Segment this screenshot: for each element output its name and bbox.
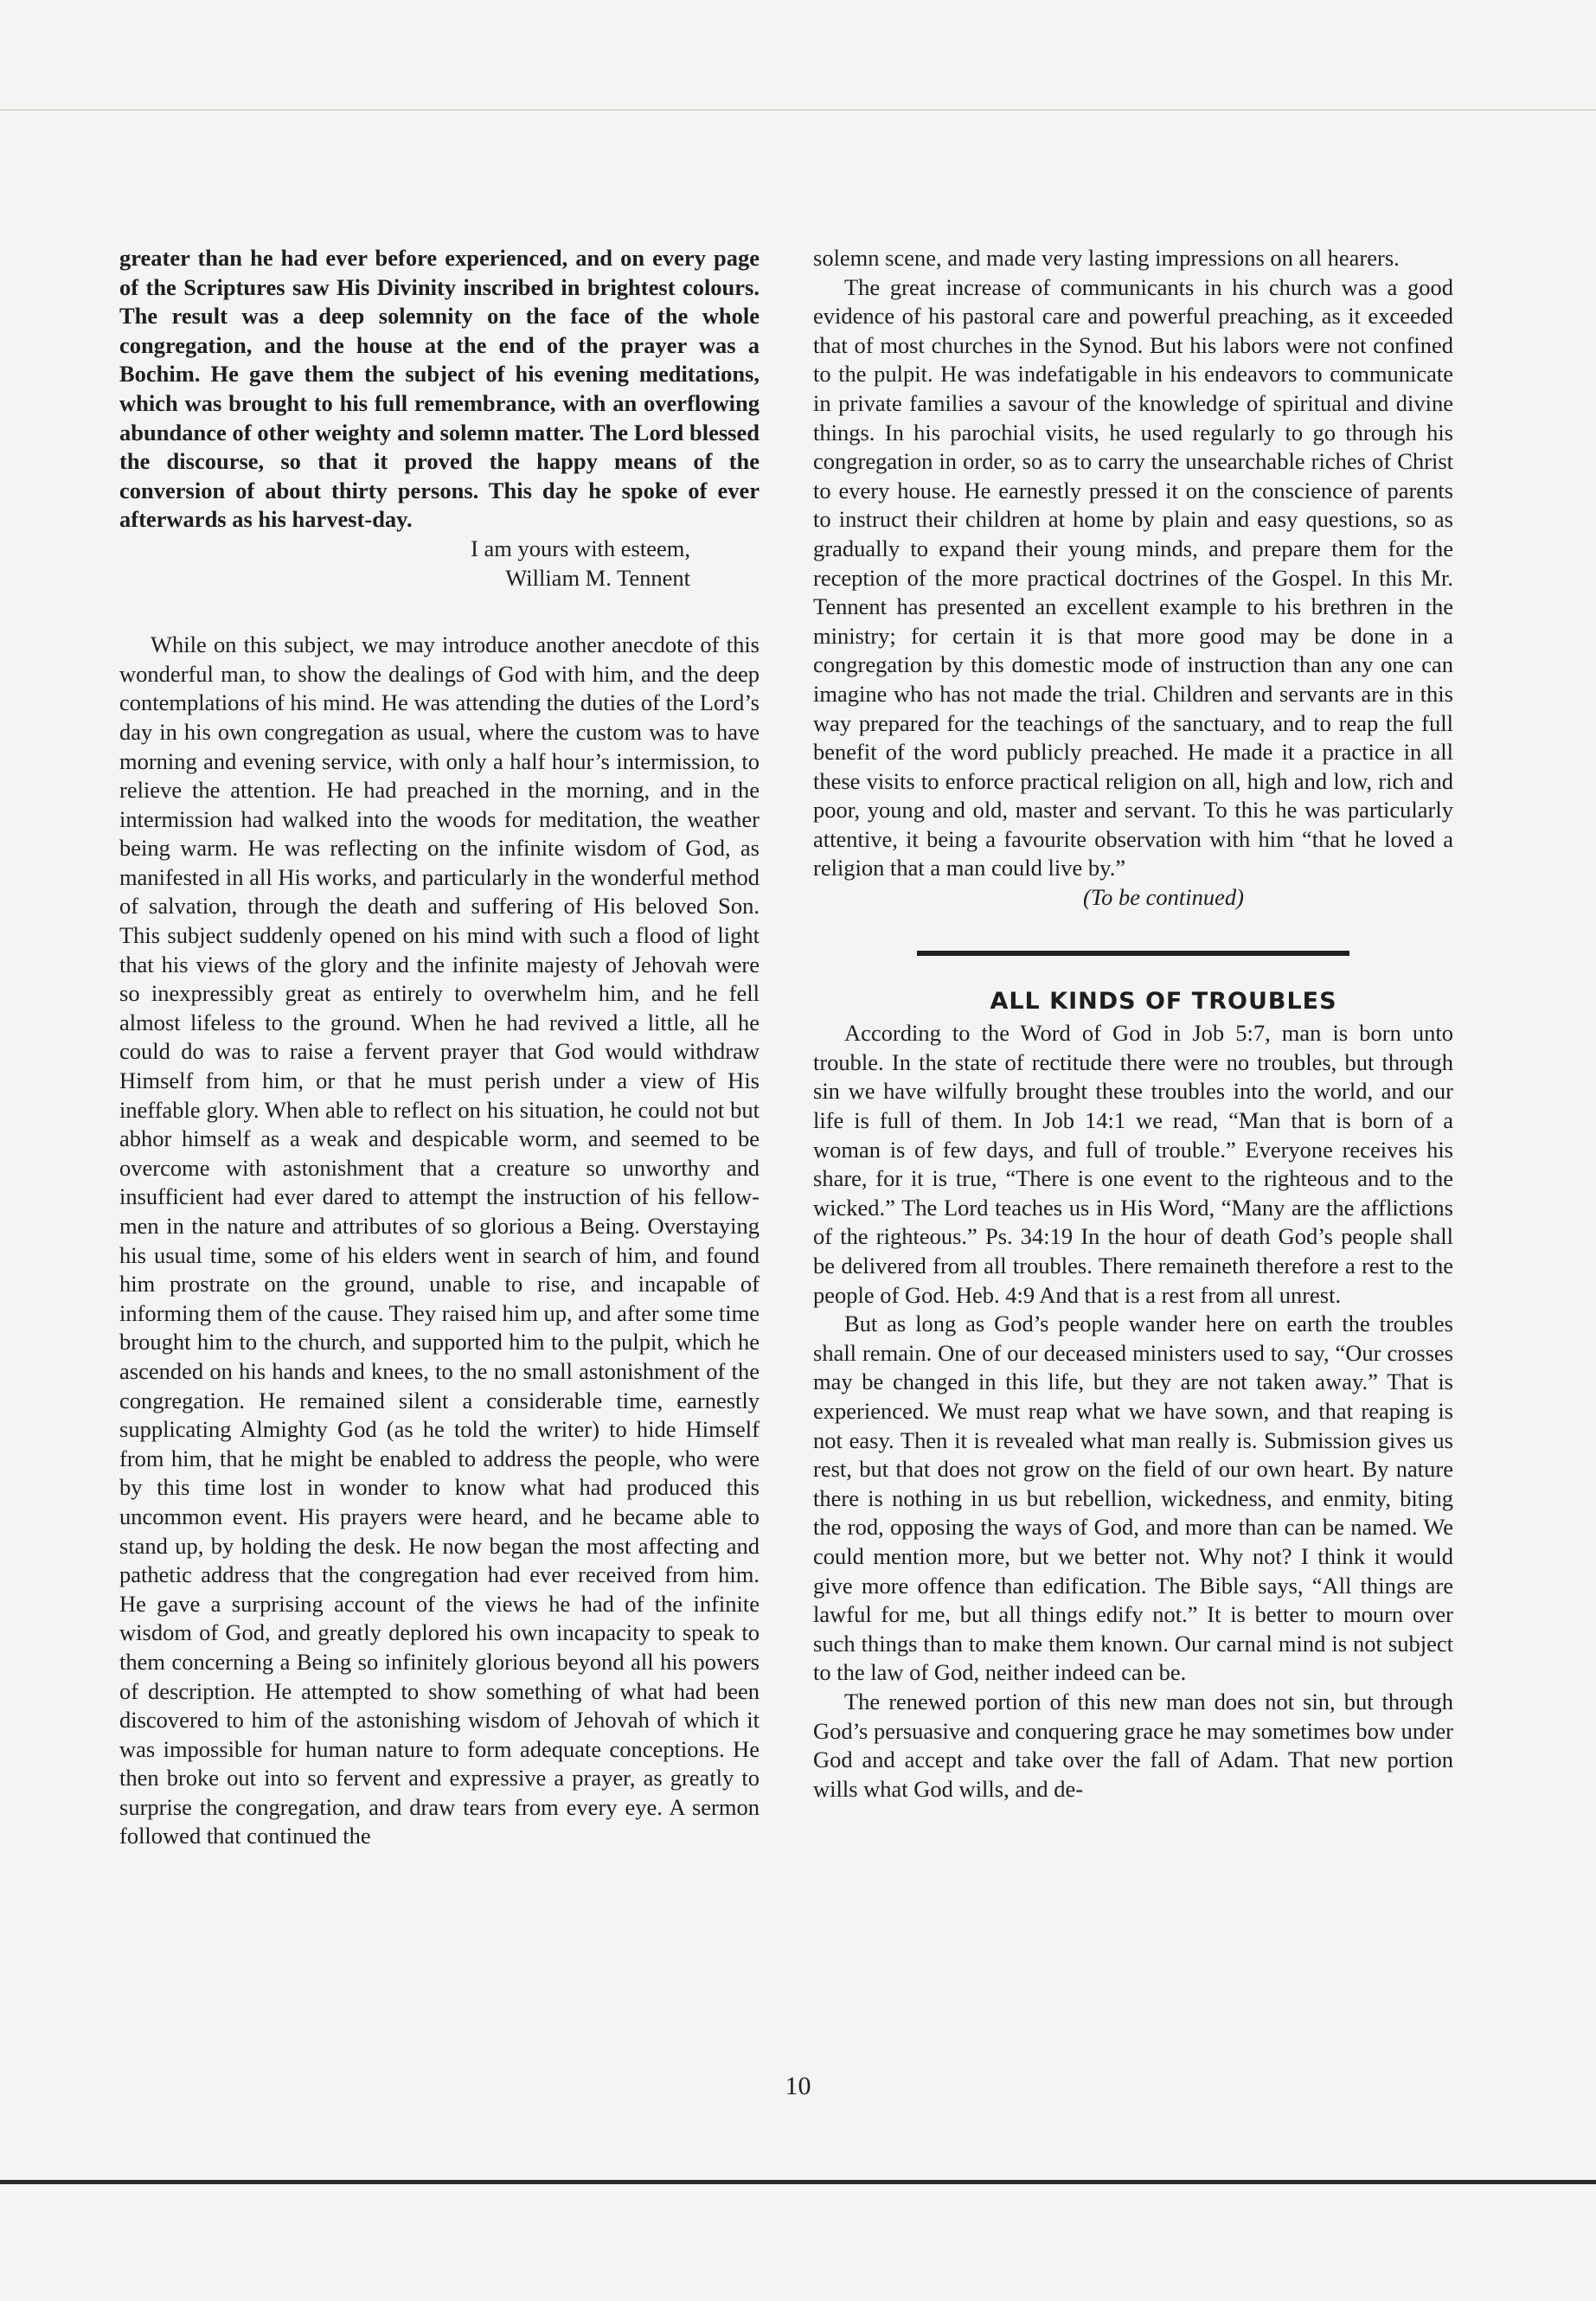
opening-paragraph: greater than he had ever before experienced, and on every page of the Scriptures saw His Divinity inscribed in brightest colours. The result was a deep solemnity on the face of the whole congregation, and the house at the end of the prayer was a Bochim. He gave them the subject of his evening meditations, which was brought to his full remembrance, with an overflowing abundance of other weighty and solemn matter. The Lord blessed the discourse, so that it proved the happy means of the conversion of about thirty persons. This day he spoke of ever afterwards as his harvest-day. bbox=[119, 245, 760, 533]
troubles-paragraph-3: The renewed portion of this new man does not sin, but through God’s persuasive and conquering grace he may sometimes bow under God and accept and take over the fall of Adam. That new portion wills what God wills, and de- bbox=[813, 1688, 1453, 1802]
troubles-paragraph-1: According to the Word of God in Job 5:7, man is born unto trouble. In the state of rectitude there were no troubles, but through sin we have wilfully brought these troubles into the world, and our life is full of them. In Job 14:1 we read, “Man that is born of a woman is of few days, and full of trouble.” Everyone receives his share, for it is true, “There is one event to the righteous and to the wicked.” The Lord teaches us in His Word, “Many are the afflictions of the righteous.” Ps. 34:19 In the hour of death God’s people shall be delivered from all troubles. There remaineth therefore a rest to the people of God. Heb. 4:9 And that is a rest from all unrest. bbox=[813, 1020, 1453, 1308]
to-be-continued-note: (To be continued) bbox=[1083, 884, 1244, 911]
letter-signature: William M. Tennent bbox=[505, 564, 690, 591]
section-divider-rule bbox=[917, 951, 1349, 956]
paragraph-gap bbox=[119, 593, 760, 631]
bottom-scan-edge bbox=[0, 2180, 1596, 2184]
anecdote-paragraph: While on this subject, we may introduce another anecdote of this wonderful man, to show the dealings of God with him, and the deep contemplations of his mind. He was attending the duties of the Lord’s day in his own congregation as usual, where the custom was to have morning and evening service, with only a half hour’s intermission, to relieve the attention. He had preached in the morning, and in the intermission had walked into the woods for meditation, the weather being warm. He was reflecting on the infinite wisdom of God, as manifested in all His works, and particularly in the wonderful method of salvation, through the death and suffering of His beloved Son. This subject suddenly opened on his mind with such a flood of light that his views of the glory and the infinite majesty of Jehovah were so inexpressibly great as entirely to overwhelm him, and he fell almost lifeless to the ground. When he had revived a little, all he could do was to raise a fervent prayer that God would withdraw Himself from him, or that he must perish under a view of His ineffable glory. When able to reflect on his situation, he could not but abhor himself as a weak and despicable worm, and seemed to be overcome with astonishment that a creature so unworthy and insufficient had ever dared to attempt the instruction of his fellow-men in the nature and attributes of so glorious a Being. Overstaying his usual time, some of his elders went in search of him, and found him prostrate on the ground, unable to rise, and incapable of informing them of the cause. They raised him up, and after some time brought him to the church, and supported him to the pulpit, which he ascended on his hands and knees, to the no small astonishment of the congregation. He remained silent a considerable time, earnestly supplicating Almighty God (as he told the writer) to hide Himself from him, that he might be enabled to address the people, who were by this time lost in wonder to know what had produced this uncommon event. His prayers were heard, and he became able to stand up, by holding the desk. He now began the most affecting and pathetic address that the congregation had ever received from him. He gave a surprising account of the views he had of the infinite wisdom of God, and greatly deplored his own incapacity to speak to them concerning a Being so infinitely glorious beyond all his powers of description. He attempted to show something of what had been discovered to him of the astonishing wisdom of Jehovah of which it was impossible for human nature to form adequate conceptions. He then broke out into so fervent and expressive a prayer, as greatly to surprise the congregation, and draw tears from every eye. A sermon followed that continued the bbox=[119, 631, 760, 1849]
article-heading: ALL KINDS OF TROUBLES bbox=[990, 987, 1337, 1015]
right-column bbox=[813, 244, 1453, 1804]
top-scan-edge bbox=[0, 109, 1596, 111]
pastoral-paragraph: The great increase of communicants in his church was a good evidence of his pastoral care and powerful preaching, as it exceeded that of most churches in the Synod. But his labors were not confined to the pulpit. He was indefatigable in his endeavors to communicate in private families a savour of the knowledge of spiritual and divine things. In his parochial visits, he used regularly to go through his congregation in order, so as to carry the unsearchable riches of Christ to every house. He earnestly pressed it on the conscience of parents to instruct their children at home by plain and easy questions, so as gradually to expand their young minds, and prepare them for the reception of the more practical doctrines of the Gospel. In this Mr. Tennent has presented an excellent example to his brethren in the ministry; for certain it is that more good may be done in a congregation by this domestic mode of instruction than any one can imagine who has not made the trial. Children and servants are in this way prepared for the teachings of the sanctuary, and to reap the full benefit of the word publicly preached. He made it a practice in all these visits to enforce practical religion on all, high and low, rich and poor, young and old, master and servant. To this he was particularly attentive, it being a favourite observation with him “that he loved a religion that a man could live by.” bbox=[813, 273, 1453, 881]
left-column bbox=[119, 244, 760, 1851]
continuation-paragraph: solemn scene, and made very lasting impressions on all hearers. bbox=[813, 245, 1400, 271]
letter-signoff: I am yours with esteem, bbox=[471, 535, 690, 561]
troubles-paragraph-2: But as long as God’s people wander here on earth the troubles shall remain. One of our deceased ministers used to say, “Our crosses may be changed in this life, but they are not taken away.” That is experienced. We must reap what we have sown, and that reaping is not easy. Then it is revealed what man really is. Submission gives us rest, but that does not grow on the field of our own heart. By nature there is nothing in us but rebellion, wickedness, and enmity, biting the rod, opposing the ways of God, and more than can be named. We could mention more, but we better not. Why not? I think it would give more offence than edification. The Bible says, “All things are lawful for me, but all things edify not.” It is better to mourn over such things than to make them known. Our carnal mind is not subject to the law of God, neither indeed can be. bbox=[813, 1311, 1453, 1686]
page-number: 10 bbox=[785, 2072, 811, 2100]
